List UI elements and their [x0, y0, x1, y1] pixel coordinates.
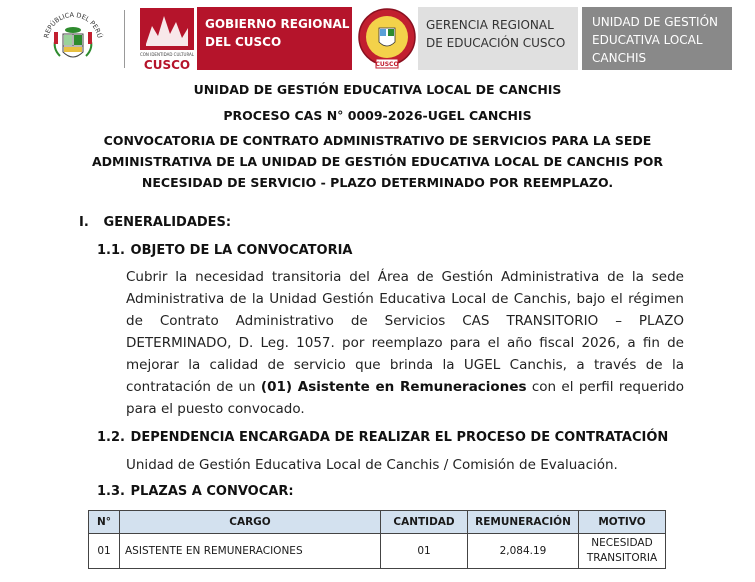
plazas-table	[88, 510, 666, 569]
ugel-line1: UNIDAD DE GESTIÓN	[592, 15, 719, 29]
convocatoria-title: CONVOCATORIA DE CONTRATO ADMINISTRATIVO DE SERVICIOS PARA LA SEDE ADMINISTRATIVA DE LA UNIDAD DE GESTIÓN EDUCATIVA LOCAL DE CANCHIS POR NECESIDAD DE SERVICIO - PLAZO DETERMINADO POR REEMPLAZO.	[91, 133, 664, 190]
objeto-paragraph	[126, 266, 684, 420]
cell-cantidad: 01	[381, 534, 468, 569]
subsection-title: OBJETO DE LA CONVOCATORIA	[130, 243, 353, 258]
cell-n: 01	[89, 534, 120, 569]
cusco-logo-icon	[138, 6, 196, 74]
section-title: GENERALIDADES:	[103, 215, 232, 230]
subsection-number: 1.2.	[97, 430, 125, 445]
ugel-canchis-box	[582, 7, 732, 70]
cell-cargo: ASISTENTE EN REMUNERACIONES	[120, 534, 381, 569]
document-header	[0, 0, 755, 78]
header-motivo: MOTIVO	[579, 511, 666, 534]
motivo-line1: NECESIDAD	[591, 537, 653, 549]
motivo-line2: TRANSITORIA	[586, 552, 658, 564]
header-divider	[124, 10, 125, 68]
gobierno-regional-line1: GOBIERNO REGIONAL	[205, 17, 350, 31]
section-generalidades	[79, 215, 231, 230]
subsection-1-2	[97, 430, 668, 445]
subsection-title: PLAZAS A CONVOCAR:	[130, 484, 294, 499]
svg-text:CON IDENTIDAD CULTURAL: CON IDENTIDAD CULTURAL	[139, 52, 195, 57]
header-cantidad: CANTIDAD	[381, 511, 468, 534]
objeto-text-1: Cubrir la necesidad transitoria del Área de Gestión Administrativa de la sede Administrativa de la Unidad Gestión Educativa Local de Canchis, bajo el régimen de Contrato Administrativo de Servicios CAS TRANSITORIO – PLAZO DETERMINADO, D. Leg. 1057. por reemplazo para el año fiscal 2026, a fin de mejorar la calidad de servicio que brinda la UGEL Canchis, a través de la contratación de un	[126, 269, 684, 395]
svg-text:CUSCO: CUSCO	[143, 58, 191, 72]
cell-motivo	[579, 534, 666, 569]
svg-text:CUSCO: CUSCO	[375, 61, 399, 68]
objeto-text-2: con el perfil requerido para el puesto convocado.	[126, 379, 684, 417]
unit-title: UNIDAD DE GESTIÓN EDUCATIVA LOCAL DE CANCHIS	[193, 82, 562, 97]
dependencia-paragraph: Unidad de Gestión Educativa Local de Canchis / Comisión de Evaluación.	[126, 457, 618, 473]
process-title: PROCESO CAS N° 0009-2026-UGEL CANCHIS	[223, 108, 532, 123]
gre-cusco-seal-icon	[356, 6, 418, 72]
gobierno-regional-line2: DEL CUSCO	[205, 35, 282, 49]
gobierno-regional-box	[197, 7, 352, 70]
header-cargo: CARGO	[120, 511, 381, 534]
section-number: I.	[79, 215, 89, 230]
header-n: N°	[89, 511, 120, 534]
header-remuneracion: REMUNERACIÓN	[468, 511, 579, 534]
subsection-1-1	[97, 243, 353, 258]
subsection-number: 1.3.	[97, 484, 125, 499]
cell-remuneracion: 2,084.19	[468, 534, 579, 569]
table-row	[89, 534, 666, 569]
ugel-line2: EDUCATIVA LOCAL	[592, 33, 703, 47]
subsection-title: DEPENDENCIA ENCARGADA DE REALIZAR EL PROCESO DE CONTRATACIÓN	[130, 430, 669, 445]
ugel-line3: CANCHIS	[592, 51, 647, 65]
table-header-row	[89, 511, 666, 534]
objeto-text-bold: (01) Asistente en Remuneraciones	[260, 379, 527, 395]
subsection-number: 1.1.	[97, 243, 125, 258]
peru-coat-of-arms-icon	[38, 4, 108, 74]
gerencia-regional-line2: DE EDUCACIÓN CUSCO	[426, 36, 566, 50]
svg-text:REPÚBLICA DEL PERÚ: REPÚBLICA DEL PERÚ	[42, 10, 104, 39]
gerencia-regional-line1: GERENCIA REGIONAL	[426, 18, 554, 32]
subsection-1-3	[97, 484, 294, 499]
gerencia-regional-box	[418, 7, 578, 70]
